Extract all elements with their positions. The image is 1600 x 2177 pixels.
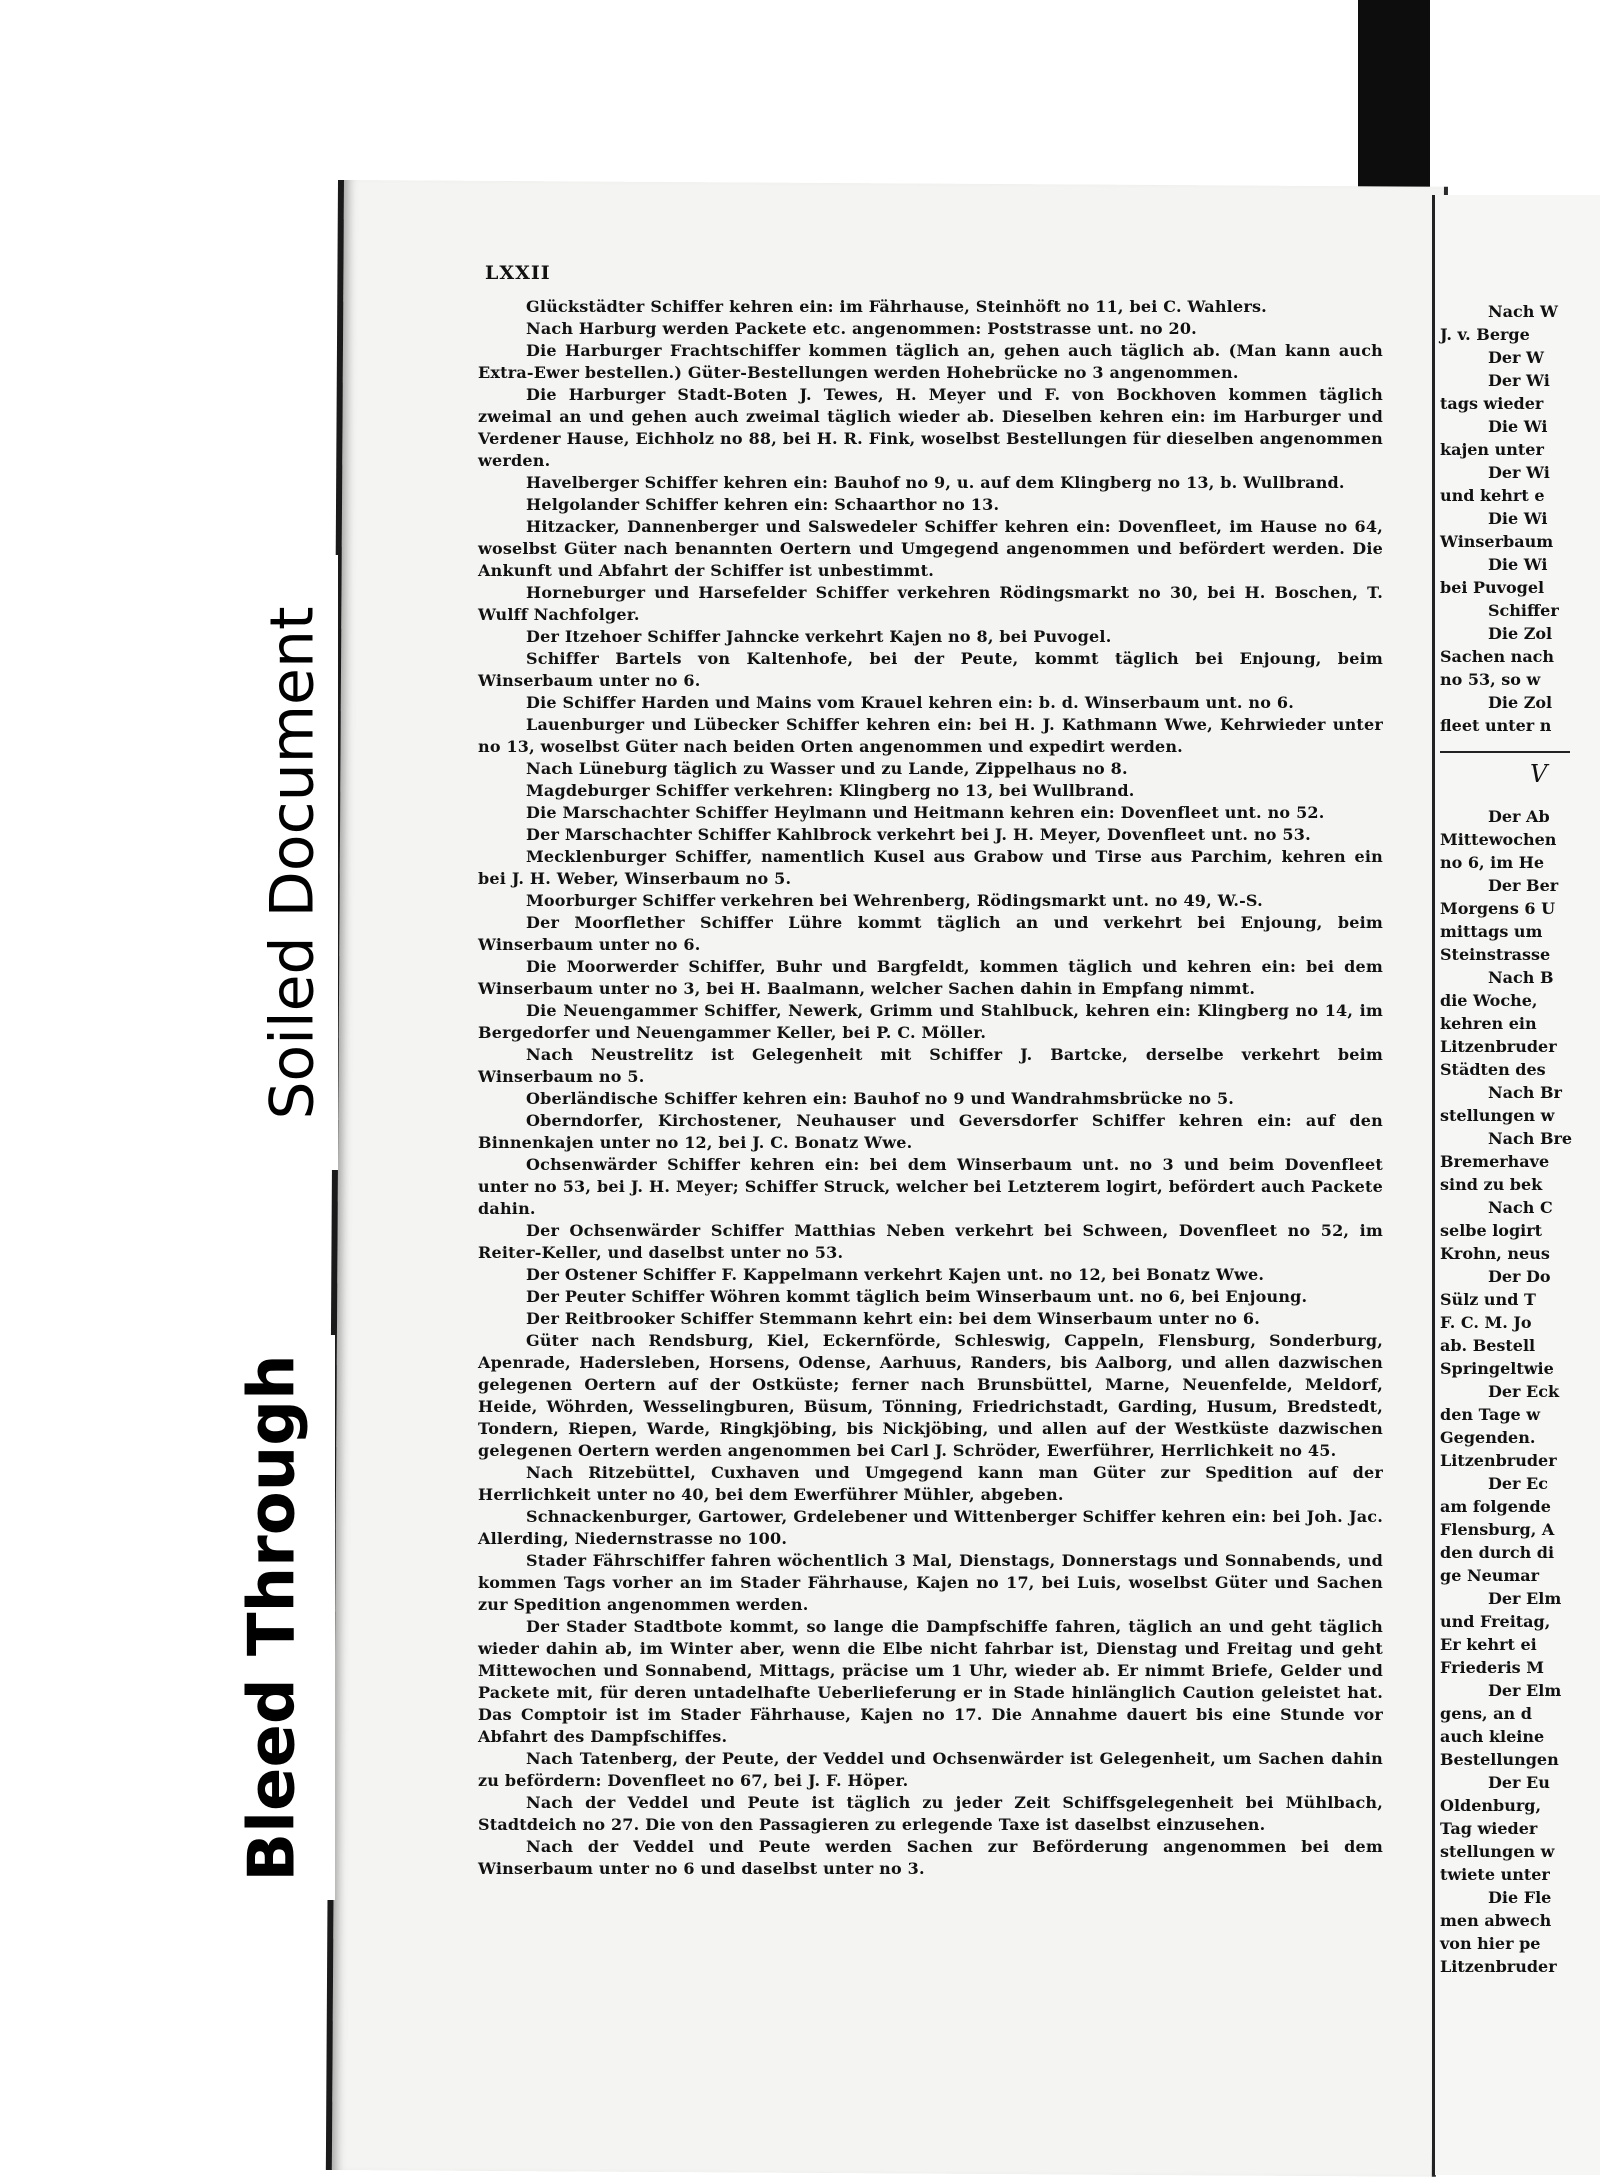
paragraph: Die Neuengammer Schiffer, Newerk, Grimm und Stahlbuck, kehren ein: Klingberg no 14, im Bergedorfer und Neuengammer Keller, bei P. C. Möller.: [478, 1001, 1383, 1042]
right-page-line: Sachen nach: [1440, 647, 1555, 666]
right-page-line: Die Zol: [1488, 624, 1553, 643]
paragraph: Lauenburger und Lübecker Schiffer kehren ein: bei H. J. Kathmann Wwe, Kehrwieder unter no 13, woselbst Güter nach beiden Orten angenommen und expedirt werden.: [478, 715, 1383, 756]
right-page-line: stellungen w: [1440, 1842, 1555, 1861]
paragraph: Mecklenburger Schiffer, namentlich Kusel aus Grabow und Tirse aus Parchim, kehren ein bei J. H. Weber, Winserbaum no 5.: [478, 847, 1383, 888]
right-page-line: no 53, so w: [1440, 670, 1541, 689]
page-number: LXXII: [485, 262, 551, 284]
right-page-line: Die Wi: [1488, 417, 1548, 436]
right-page-line: kajen unter: [1440, 440, 1544, 459]
right-page-line: twiete unter: [1440, 1865, 1550, 1884]
paragraph: Nach der Veddel und Peute ist täglich zu jeder Zeit Schiffsgelegenheit bei Mühlbach, Stadtdeich no 27. Die von den Passagieren zu erlegende Taxe ist daselbst einzusehen.: [478, 1793, 1383, 1834]
paragraph: Der Ochsenwärder Schiffer Matthias Neben verkehrt bei Schween, Dovenfleet no 52, im Reiter-Keller, und daselbst unter no 53.: [478, 1221, 1383, 1262]
right-page-line: Winserbaum: [1440, 532, 1554, 551]
right-page-line: und kehrt e: [1440, 486, 1545, 505]
right-page-line: Der W: [1488, 348, 1545, 367]
right-page-line: Die Wi: [1488, 555, 1548, 574]
right-page-line: den durch di: [1440, 1543, 1555, 1562]
paragraph: Schnackenburger, Gartower, Grdelebener und Wittenberger Schiffer kehren ein: bei Joh. Jac. Allerding, Niedernstrasse no 100.: [478, 1507, 1383, 1548]
right-page-line: Der Wi: [1488, 371, 1550, 390]
right-page-line: Bestellungen: [1440, 1750, 1559, 1769]
paragraph: Der Ostener Schiffer F. Kappelmann verkehrt Kajen unt. no 12, bei Bonatz Wwe.: [526, 1265, 1265, 1284]
paragraph: Horneburger und Harsefelder Schiffer verkehren Rödingsmarkt no 30, bei H. Boschen, T. Wulff Nachfolger.: [478, 583, 1383, 624]
right-page-line: kehren ein: [1440, 1014, 1537, 1033]
right-page-line: Der Eu: [1488, 1773, 1550, 1792]
right-page-line: Litzenbruder: [1440, 1957, 1557, 1976]
right-page-line: Oldenburg,: [1440, 1796, 1542, 1815]
right-page-line: bei Puvogel: [1440, 578, 1545, 597]
paragraph: Nach Tatenberg, der Peute, der Veddel und Ochsenwärder ist Gelegenheit, um Sachen dahin zu befördern: Dovenfleet no 67, bei J. F. Höper.: [478, 1749, 1383, 1790]
right-page-line: Der Elm: [1488, 1589, 1562, 1608]
right-page-line: Nach Br: [1488, 1083, 1562, 1102]
paragraph: Die Harburger Frachtschiffer kommen täglich an, gehen auch täglich ab. (Man kann auch Extra-Ewer bestellen.) Güter-Bestellungen werden Hohebrücke no 3 angenommen.: [478, 341, 1383, 382]
paragraph: Der Peuter Schiffer Wöhren kommt täglich beim Winserbaum unt. no 6, bei Enjoung.: [526, 1287, 1308, 1306]
right-page-line: ge Neumar: [1440, 1566, 1540, 1585]
right-page-line: F. C. M. Jo: [1440, 1313, 1532, 1332]
right-page-line: Die Wi: [1488, 509, 1548, 528]
paragraph: Ochsenwärder Schiffer kehren ein: bei dem Winserbaum unt. no 3 und beim Dovenfleet unter no 53, bei J. H. Meyer; Schiffer Struck, welcher bei Letzterem logirt, befördert auch Packete dahin.: [478, 1155, 1383, 1218]
paragraph: Die Moorwerder Schiffer, Buhr und Bargfeldt, kommen täglich und kehren ein: bei dem Winserbaum unter no 3, bei H. Baalmann, welcher Sachen dahin in Empfang nimmt.: [478, 957, 1383, 998]
right-page-line: Sülz und T: [1440, 1290, 1536, 1309]
right-page-line: von hier pe: [1440, 1934, 1541, 1953]
right-page-line: den Tage w: [1440, 1405, 1541, 1424]
right-page-line: selbe logirt: [1440, 1221, 1543, 1240]
right-page-line: tags wieder: [1440, 394, 1544, 413]
right-page-heading: V: [1530, 760, 1548, 788]
paragraph: Stader Fährschiffer fahren wöchentlich 3 Mal, Dienstags, Donnerstags und Sonnabends, und kommen Tags vorher an im Stader Fährhause, Kajen no 17, bei Luis, woselbst Güter und Sachen zur Spedition angenommen werden.: [478, 1551, 1383, 1614]
paragraph: Der Marschachter Schiffer Kahlbrock verkehrt bei J. H. Meyer, Dovenfleet unt. no 53.: [526, 825, 1311, 844]
right-page-line: mittags um: [1440, 922, 1543, 941]
paragraph: Schiffer Bartels von Kaltenhofe, bei der Peute, kommt täglich bei Enjoung, beim Winserbaum unter no 6.: [478, 649, 1383, 690]
right-page-line: Der Ec: [1488, 1474, 1548, 1493]
right-page-line: Gegenden.: [1440, 1428, 1536, 1447]
right-page-line: Der Wi: [1488, 463, 1550, 482]
right-page-line: Krohn, neus: [1440, 1244, 1550, 1263]
paragraph: Oberländische Schiffer kehren ein: Bauhof no 9 und Wandrahmsbrücke no 5.: [526, 1089, 1235, 1108]
right-page-line: Die Zol: [1488, 693, 1553, 712]
right-page-line: auch kleine: [1440, 1727, 1545, 1746]
paragraph: Moorburger Schiffer verkehren bei Wehrenberg, Rödingsmarkt unt. no 49, W.-S.: [526, 891, 1263, 910]
right-page-line: Mittewochen: [1440, 830, 1557, 849]
soiled-document-label-text: Soiled Document: [258, 605, 329, 1120]
right-page-line: Nach C: [1488, 1198, 1553, 1217]
paragraph: Die Schiffer Harden und Mains vom Krauel kehren ein: b. d. Winserbaum unt. no 6.: [526, 693, 1294, 712]
paragraph: Der Stader Stadtbote kommt, so lange die Dampfschiffe fahren, täglich an und geht täglich wieder dahin ab, im Winter aber, wenn die Elbe nicht fahrbar ist, Dienstag und Freitag und geht Mittewochen und Sonnabend, Mittags, präcise um 1 Uhr, wieder ab. Er nimmt Briefe, Gelder und Packete mit, für deren untadelhafte Ueberlieferung er in Stade hinlänglich Caution geleistet hat. Das Comptoir ist im Stader Fährhause, Kajen no 17. Die Annahme dauert bis eine Stunde vor Abfahrt des Dampfschiffes.: [478, 1617, 1383, 1746]
page-body-text: [478, 296, 1383, 1880]
paragraph: Hitzacker, Dannenberger und Salswedeler Schiffer kehren ein: Dovenfleet, im Hause no 64, woselbst Güter nach benannten Oertern und Umgegend angenommen und befördert werden. Die Ankunft und Abfahrt der Schiffer ist unbestimmt.: [478, 517, 1383, 580]
right-page-line: Litzenbruder: [1440, 1451, 1557, 1470]
paragraph: Die Harburger Stadt-Boten J. Tewes, H. Meyer und F. von Bockhoven kommen täglich zweimal an und gehen auch zweimal täglich wieder ab. Dieselben kehren ein: im Harburger und Verdener Hause, Eichholz no 88, bei H. R. Fink, woselbst Bestellungen für dieselben angenommen werden.: [478, 385, 1383, 470]
right-page-line: die Woche,: [1440, 991, 1538, 1010]
right-page-text: [1440, 300, 1600, 1978]
paragraph: Der Moorflether Schiffer Lühre kommt täglich an und verkehrt bei Enjoung, beim Winserbaum unter no 6.: [478, 913, 1383, 954]
right-page-line: Friederis M: [1440, 1658, 1544, 1677]
right-page-line: Der Ber: [1488, 876, 1559, 895]
paragraph: Nach Harburg werden Packete etc. angenommen: Poststrasse unt. no 20.: [526, 319, 1197, 338]
paragraph: Havelberger Schiffer kehren ein: Bauhof no 9, u. auf dem Klingberg no 13, b. Wullbrand.: [526, 473, 1345, 492]
right-page-line: Nach W: [1488, 302, 1558, 321]
paragraph: Helgolander Schiffer kehren ein: Schaarthor no 13.: [526, 495, 1000, 514]
right-page-line: fleet unter n: [1440, 716, 1552, 735]
right-page-line: men abwech: [1440, 1911, 1552, 1930]
paragraph: Nach Ritzebüttel, Cuxhaven und Umgegend kann man Güter zur Spedition auf der Herrlichkeit unter no 40, bei dem Ewerführer Mühler, abgeben.: [478, 1463, 1383, 1504]
soiled-document-label: [248, 555, 338, 1170]
right-page-line: Morgens 6 U: [1440, 899, 1556, 918]
paragraph: Güter nach Rendsburg, Kiel, Eckernförde, Schleswig, Cappeln, Flensburg, Sonderburg, Apenrade, Hadersleben, Horsens, Odense, Aarhuus, Randers, bis Aalborg, und allen dazwischen gelegenen Oertern auf der Ostküste; ferner nach Brunsbüttel, Marne, Neuenfelde, Meldorf, Heide, Wöhrden, Wesselingburen, Büsum, Tönning, Friedrichstadt, Garding, Husum, Bredstedt, Tondern, Riepen, Warde, Ringkjöbing, bis Nickjöbing, und allen auf der Westküste dazwischen gelegenen Oertern werden angenommen bei Carl J. Schröder, Ewerführer, Herrlichkeit no 45.: [478, 1331, 1383, 1460]
paragraph: Der Reitbrooker Schiffer Stemmann kehrt ein: bei dem Winserbaum unter no 6.: [526, 1309, 1261, 1328]
right-page-line: ab. Bestell: [1440, 1336, 1536, 1355]
right-page-line: stellungen w: [1440, 1106, 1555, 1125]
right-page-line: Flensburg, A: [1440, 1520, 1555, 1539]
right-page-line: Der Elm: [1488, 1681, 1562, 1700]
right-page-line: Litzenbruder: [1440, 1037, 1557, 1056]
bleed-through-label-text: Bleed Through: [235, 1353, 310, 1882]
paragraph: Glückstädter Schiffer kehren ein: im Fährhause, Steinhöft no 11, bei C. Wahlers.: [526, 297, 1267, 316]
right-page-line: gens, an d: [1440, 1704, 1532, 1723]
paragraph: Nach der Veddel und Peute werden Sachen zur Beförderung angenommen bei dem Winserbaum unter no 6 und daselbst unter no 3.: [478, 1837, 1383, 1878]
paragraph: Die Marschachter Schiffer Heylmann und Heitmann kehren ein: Dovenfleet unt. no 52.: [526, 803, 1325, 822]
right-page-line: Die Fle: [1488, 1888, 1552, 1907]
right-page-line: am folgende: [1440, 1497, 1551, 1516]
right-page-line: sind zu bek: [1440, 1175, 1543, 1194]
right-page-line: Der Eck: [1488, 1382, 1560, 1401]
right-page-line: Nach B: [1488, 968, 1554, 987]
right-page-line: J. v. Berge: [1440, 325, 1530, 344]
right-page-line: Springeltwie: [1440, 1359, 1554, 1378]
paragraph: Magdeburger Schiffer verkehren: Klingberg no 13, bei Wullbrand.: [526, 781, 1135, 800]
right-page-line: Der Do: [1488, 1267, 1551, 1286]
right-page-line: und Freitag,: [1440, 1612, 1551, 1631]
section-divider: [1440, 751, 1570, 753]
right-page-line: Der Ab: [1488, 807, 1550, 826]
right-page-line: Bremerhave: [1440, 1152, 1550, 1171]
right-page-line: Steinstrasse: [1440, 945, 1551, 964]
paragraph: Nach Neustrelitz ist Gelegenheit mit Schiffer J. Bartcke, derselbe verkehrt beim Winserbaum no 5.: [478, 1045, 1383, 1086]
paragraph: Der Itzehoer Schiffer Jahncke verkehrt Kajen no 8, bei Puvogel.: [526, 627, 1112, 646]
bleed-through-label: [210, 1335, 335, 1900]
paragraph: Oberndorfer, Kirchostener, Neuhauser und Geversdorfer Schiffer kehren ein: auf den Binnenkajen unter no 12, bei J. C. Bonatz Wwe.: [478, 1111, 1383, 1152]
right-page-line: Er kehrt ei: [1440, 1635, 1537, 1654]
right-page-line: Städten des: [1440, 1060, 1546, 1079]
right-page-line: Nach Bre: [1488, 1129, 1573, 1148]
right-page-line: Schiffer: [1488, 601, 1559, 620]
right-page-line: no 6, im He: [1440, 853, 1545, 872]
scanner-edge-black-strip: [1358, 0, 1430, 195]
right-page-line: Tag wieder: [1440, 1819, 1538, 1838]
paragraph: Nach Lüneburg täglich zu Wasser und zu Lande, Zippelhaus no 8.: [526, 759, 1128, 778]
